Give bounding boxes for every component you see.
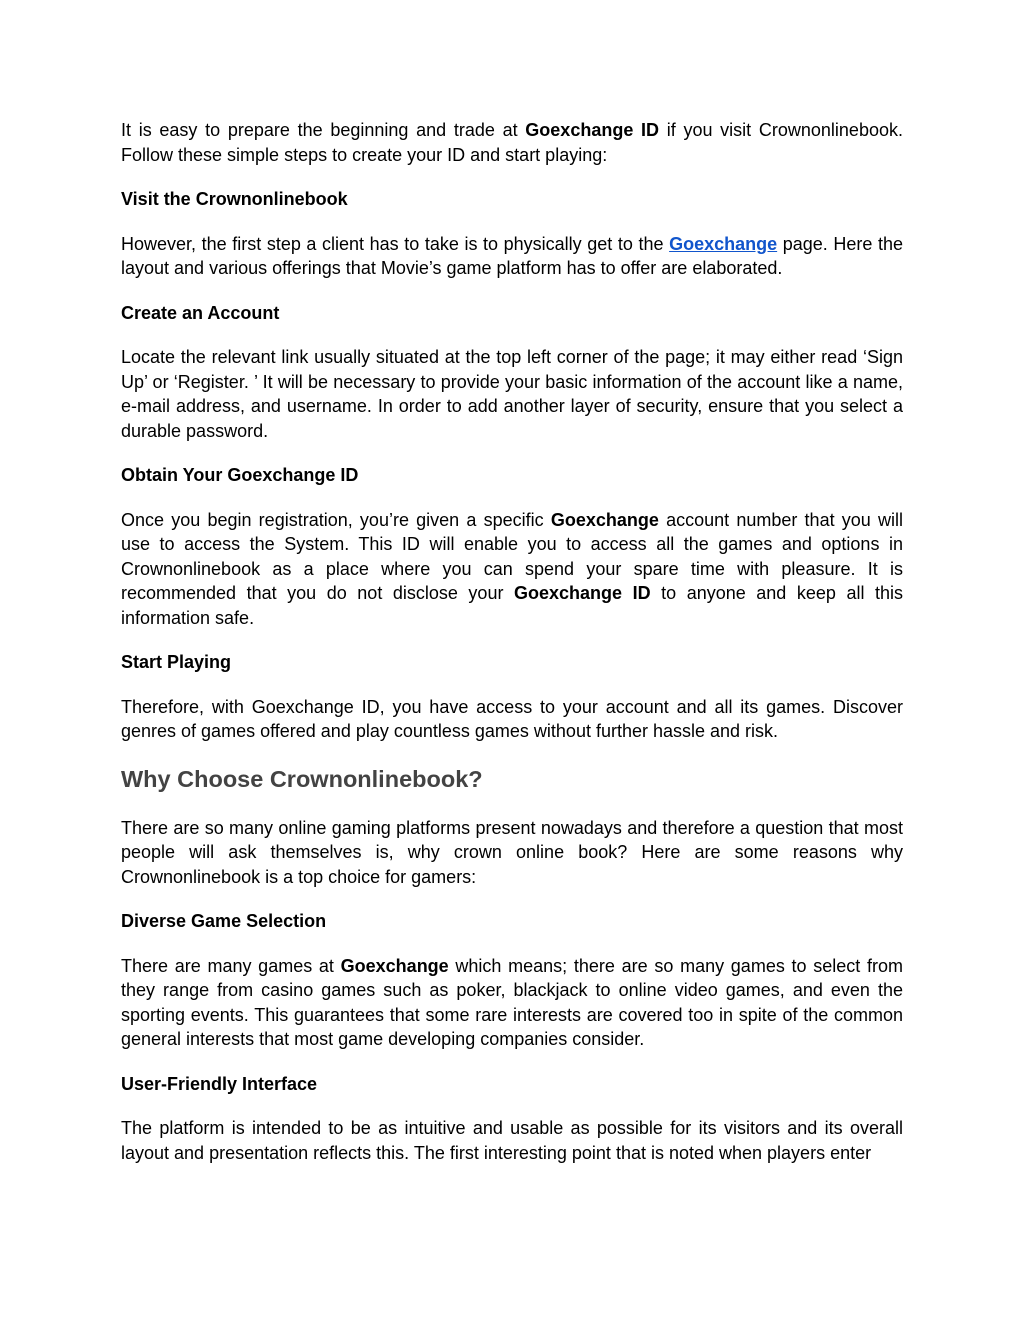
ui-paragraph: The platform is intended to be as intuitive and usable as possible for its visitors and its overall layout and presentation reflects this. The first interesting point that is noted when players enter <box>121 1118 903 1163</box>
document-page <box>121 118 903 1185</box>
create-paragraph: Locate the relevant link usually situated at the top left corner of the page; it may either read ‘Sign Up’ or ‘Register. ’ It will be necessary to provide your basic information of the account like a name, e-mail address, and username. In order to add another layer of security, ensure that you select a durable password. <box>121 347 903 441</box>
intro-bold-goexchange-id: Goexchange ID <box>525 120 660 140</box>
goexchange-link[interactable]: Goexchange <box>669 233 778 254</box>
heading-user-friendly: User-Friendly Interface <box>121 1073 318 1094</box>
heading-start-playing: Start Playing <box>121 652 232 672</box>
intro-paragraph <box>121 118 903 167</box>
visit-text-1: However, the first step a client has to take is to physically get to the <box>121 233 670 254</box>
intro-text-1: It is easy to prepare the beginning and trade at <box>121 120 526 140</box>
heading-obtain-id: Obtain Your Goexchange ID <box>121 465 359 485</box>
why-paragraph: There are so many online gaming platforms present nowadays and therefore a question that most people will ask themselves is, why crown online book? Here are some reasons why Crownonlinebook is a top choice for gamers: <box>121 817 903 887</box>
diverse-text-1: There are many games at <box>121 955 341 976</box>
section-title-why-choose: Why Choose Crownonlinebook? <box>121 765 483 792</box>
diverse-paragraph <box>121 954 903 1052</box>
intro-text-2: if you visit Crownonlinebook. Follow these simple steps to create your ID and start playing: <box>121 120 903 165</box>
obtain-text-1: Once you begin registration, you’re given a specific <box>121 509 551 530</box>
start-paragraph: Therefore, with Goexchange ID, you have access to your account and all its games. Discover genres of games offered and play countless games without further hassle and risk. <box>121 696 903 741</box>
heading-diverse-selection: Diverse Game Selection <box>121 911 327 931</box>
obtain-text-2: account number that you will use to access the System. This ID will enable you to access all the games and options in Crownonlinebook as a place where you can spend your spare time with pleasure. It is recommended that you do not disclose your <box>121 509 903 603</box>
diverse-bold-goexchange: Goexchange <box>340 955 449 976</box>
obtain-paragraph <box>121 508 903 631</box>
obtain-text-3: to anyone and keep all this information safe. <box>121 583 904 628</box>
visit-text-2: page. Here the layout and various offerings that Movie’s game platform has to offer are elaborated. <box>121 233 903 278</box>
heading-visit: Visit the Crownonlinebook <box>121 189 348 209</box>
visit-paragraph <box>121 232 903 281</box>
heading-create-account: Create an Account <box>121 302 280 323</box>
obtain-bold-goexchange-id: Goexchange ID <box>514 583 651 603</box>
diverse-text-2: which means; there are so many games to select from they range from casino games such as poker, blackjack to online video games, and even the sporting events. This guarantees that some rare interests are covered too in spite of the common general interests that most game developing companies consider. <box>121 955 903 1049</box>
obtain-bold-goexchange: Goexchange <box>550 509 659 530</box>
